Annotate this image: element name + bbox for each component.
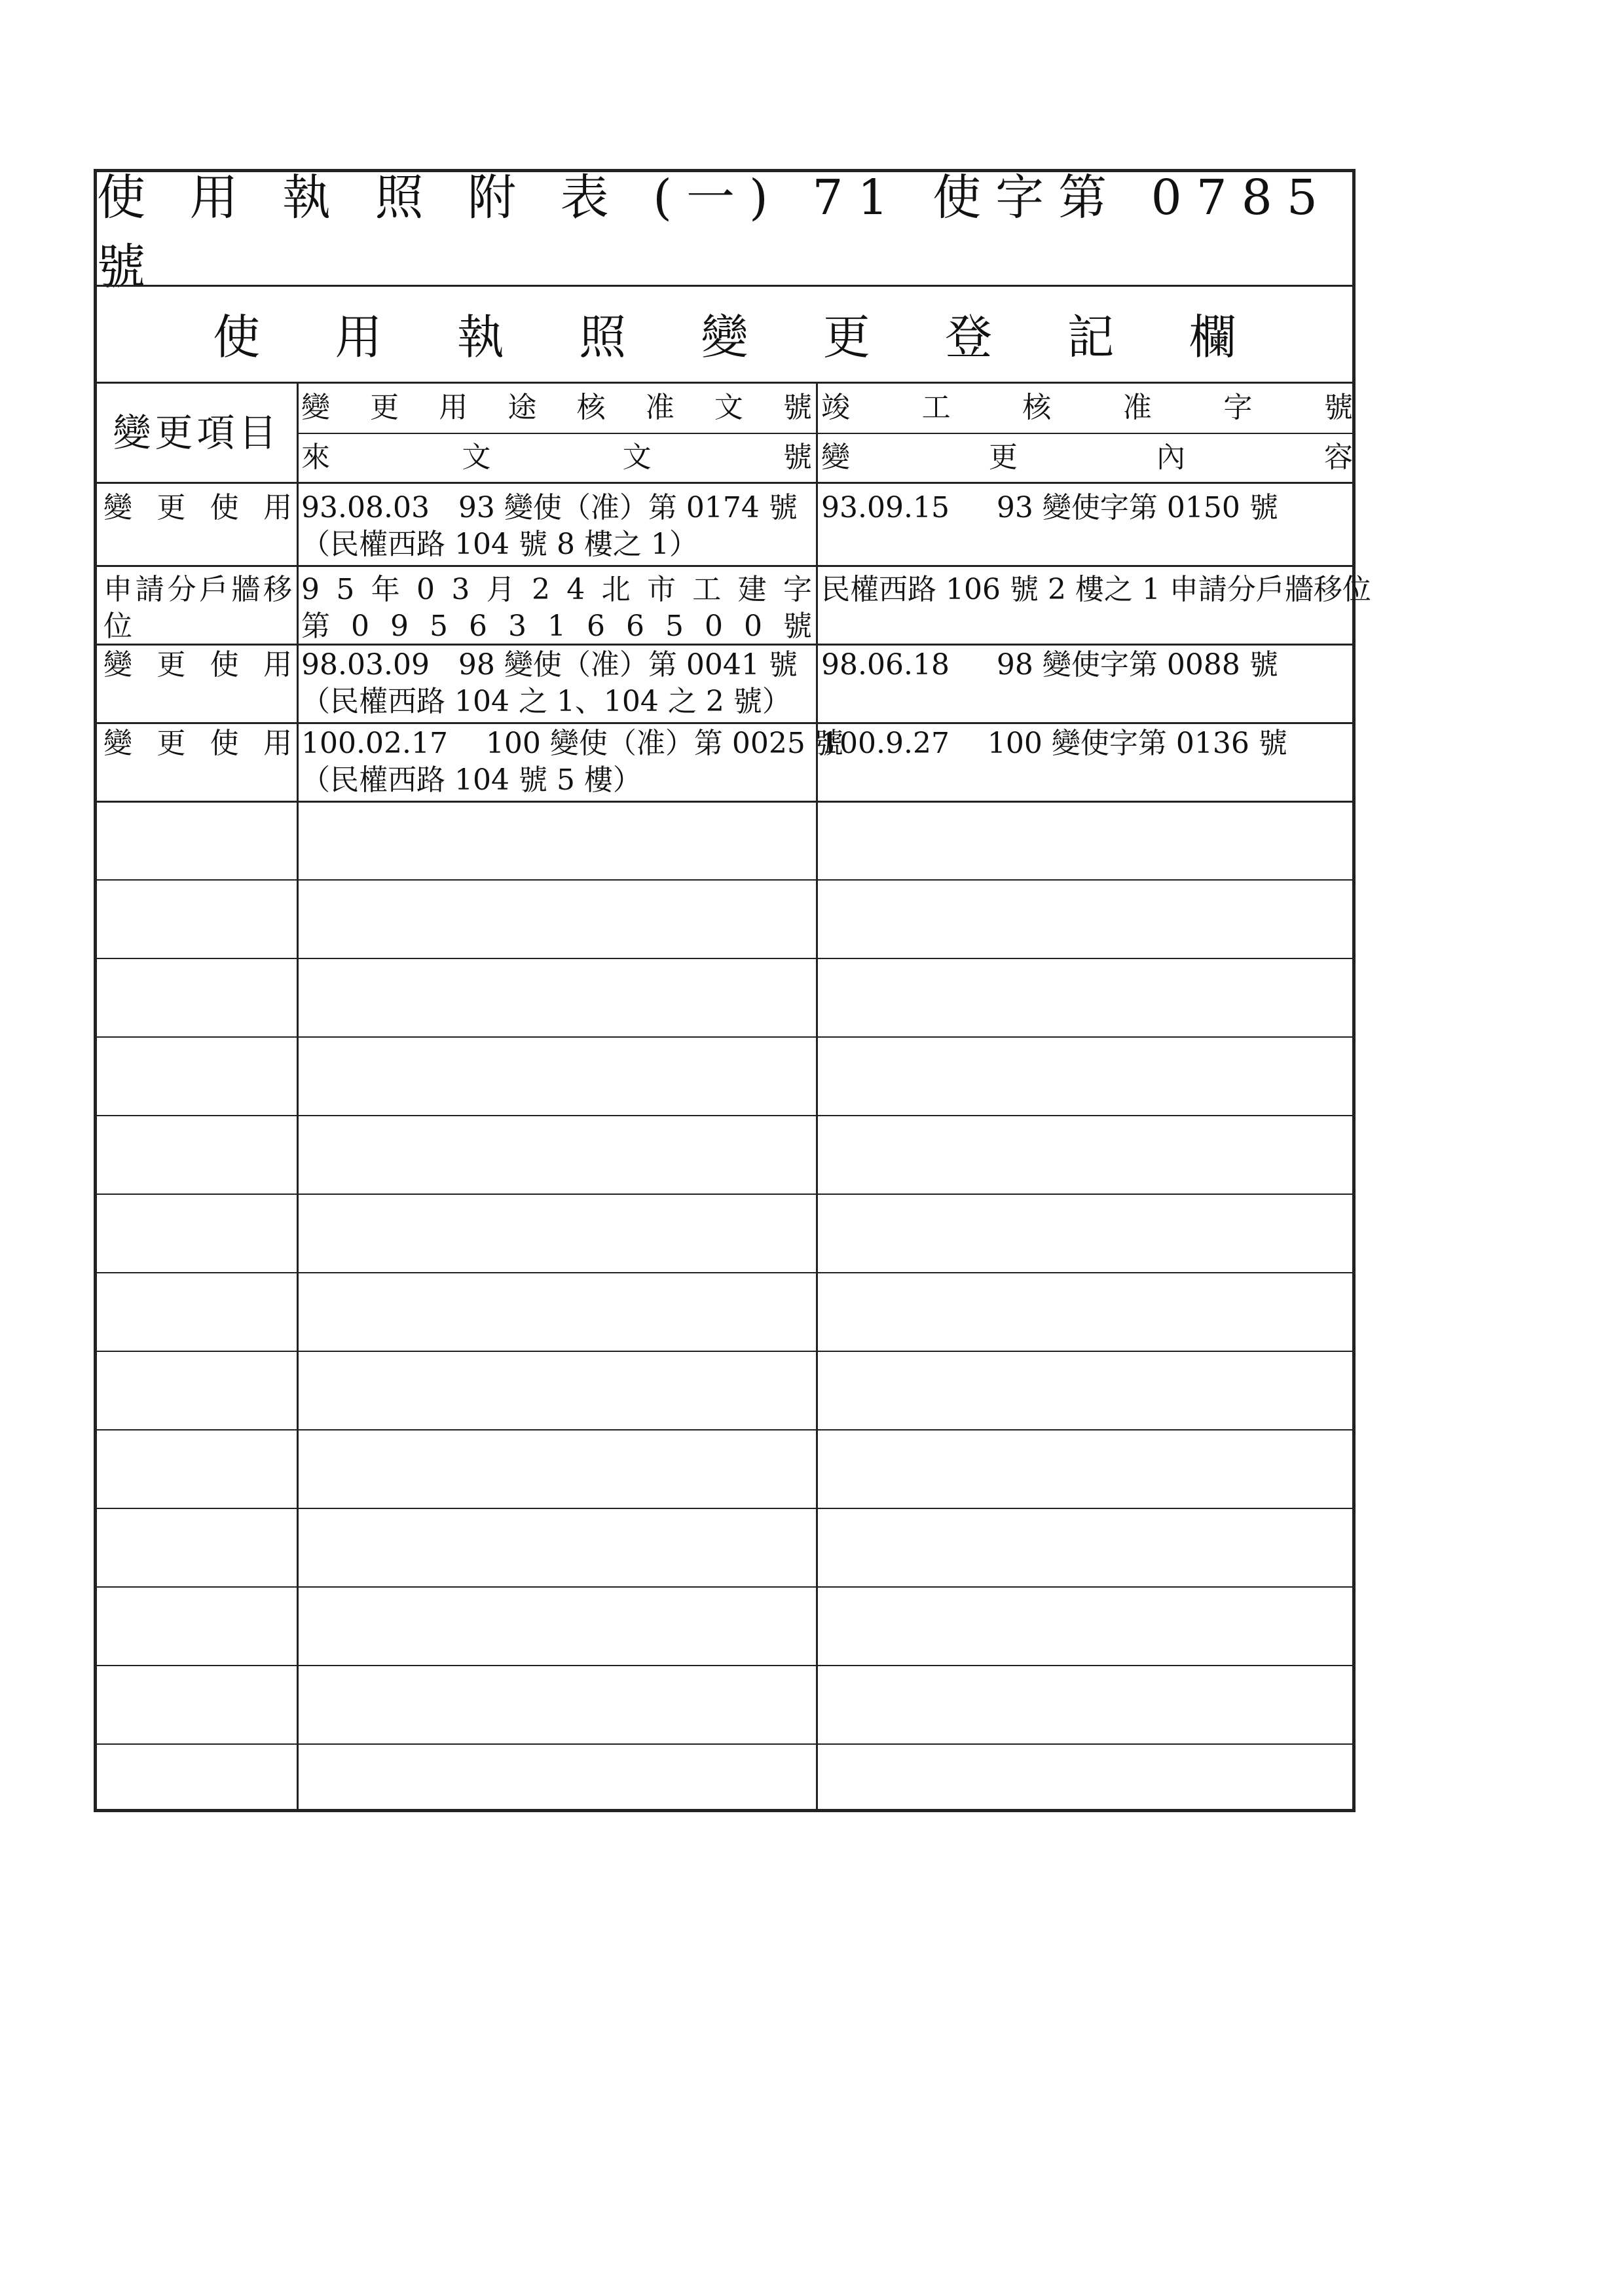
empty-row-divider <box>97 1272 1352 1273</box>
empty-row-divider <box>97 958 1352 959</box>
table-row-approval: 9 5 年 0 3 月 2 4 北 市 工 建 字 <box>301 573 812 606</box>
table-row-approval-address: （民權西路 104 號 8 樓之 1） <box>301 528 698 561</box>
empty-row-divider <box>97 1508 1352 1509</box>
table-row-approval: 98.03.09 98 變使（准）第 0041 號 <box>301 648 798 682</box>
empty-row-divider <box>97 1194 1352 1195</box>
empty-row-divider <box>97 1743 1352 1745</box>
table-row-completion: 98.06.18 98 變使字第 0088 號 <box>821 648 1278 682</box>
table-row-completion: 民權西路 106 號 2 樓之 1 申請分戶牆移位 <box>821 573 1371 606</box>
form-subtitle: 使 用 執 照 變 更 登 記 欄 <box>213 310 1236 365</box>
header-completion-no: 竣 工 核 准 字 號 <box>821 391 1353 424</box>
column-divider <box>297 382 299 1812</box>
empty-row-divider <box>97 1429 1352 1430</box>
header-approval-no: 變 更 用 途 核 准 文 號 <box>301 391 812 424</box>
table-row-approval-address: （民權西路 104 號 5 樓） <box>301 763 642 797</box>
table-row-completion: 100.9.27 100 變使字第 0136 號 <box>821 727 1287 760</box>
empty-row-divider <box>97 1665 1352 1666</box>
table-row-item: 變 更 使 用 <box>103 727 292 760</box>
license-appendix-form <box>94 169 1371 1812</box>
table-row-item: 申 請 分 戶 牆 移 <box>103 573 292 606</box>
empty-row-divider <box>97 1351 1352 1352</box>
table-row-approval: 93.08.03 93 變使（准）第 0174 號 <box>301 491 798 524</box>
table-row-divider <box>97 565 1352 567</box>
table-row-divider <box>97 722 1352 724</box>
table-row-divider <box>97 644 1352 646</box>
table-row-item: 變 更 使 用 <box>103 648 292 682</box>
table-row-divider <box>97 801 1352 803</box>
table-row-item-continued: 位 <box>103 610 132 643</box>
header-incoming-no: 來 文 文 號 <box>301 441 812 474</box>
table-row-approval-number: 第 0 9 5 6 3 1 6 6 5 0 0 號 <box>301 610 812 643</box>
column-divider <box>816 382 818 1812</box>
table-row-completion: 93.09.15 93 變使字第 0150 號 <box>821 491 1278 524</box>
header-change-content: 變 更 內 容 <box>821 441 1353 474</box>
table-row-item: 變 更 使 用 <box>103 491 292 524</box>
empty-row-divider <box>97 1586 1352 1588</box>
table-row-approval: 100.02.17 100 變使（准）第 0025 號 <box>301 727 843 760</box>
empty-row-divider <box>97 1115 1352 1116</box>
form-title: 使 用 執 照 附 表 (一) 71 使字第 0785 號 <box>97 170 1332 295</box>
empty-row-divider <box>97 879 1352 881</box>
table-row-approval-address: （民權西路 104 之 1、104 之 2 號） <box>301 685 791 718</box>
empty-row-divider <box>97 1036 1352 1038</box>
divider <box>97 482 1352 484</box>
divider <box>297 433 1352 434</box>
header-item-label: 變更項目 <box>113 410 281 455</box>
